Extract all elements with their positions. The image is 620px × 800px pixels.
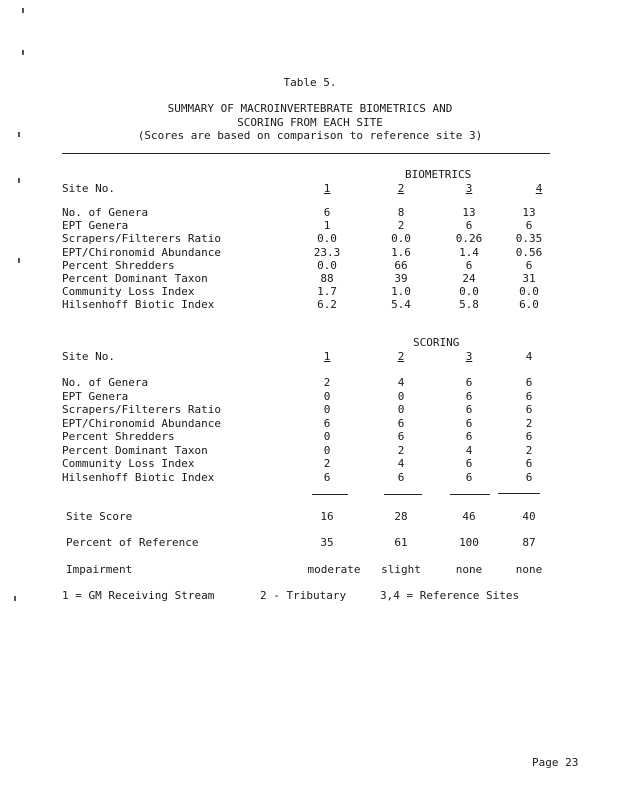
scan-speck	[22, 8, 24, 13]
impairment-value: none	[455, 563, 483, 576]
impairment-label: Impairment	[66, 563, 133, 576]
table-cell: 2	[397, 219, 405, 233]
site-score-value: 40	[522, 510, 536, 523]
row-label: Percent Dominant Taxon	[62, 272, 208, 285]
table-cell: 1.0	[391, 285, 411, 299]
row-label: No. of Genera	[62, 376, 149, 389]
table-cell: 0.0	[317, 258, 337, 272]
table-cell: 8	[397, 206, 405, 219]
table-cell: 6	[525, 376, 533, 389]
site-column-3: 3	[465, 350, 473, 363]
percent-reference-value: 61	[394, 536, 408, 549]
table-cell: 6	[525, 258, 533, 272]
table-cell: 24	[462, 272, 476, 285]
table-cell: 0	[323, 430, 331, 443]
table-cell: 5.8	[459, 298, 479, 312]
table-cell: 4	[465, 443, 473, 457]
table-cell: 5.4	[391, 298, 411, 312]
table-cell: 0.0	[459, 285, 479, 299]
table-cell: 1.7	[317, 285, 337, 299]
site-no-label: Site No.	[62, 350, 115, 363]
site-column-4: 4	[525, 350, 533, 363]
table-cell: 0	[397, 389, 405, 403]
table-cell: 6	[525, 470, 533, 484]
table-cell: 6	[525, 430, 533, 443]
table-cell: 6.0	[519, 298, 539, 312]
table-subtitle-line2: SCORING FROM EACH SITE	[237, 116, 383, 129]
percent-reference-label: Percent of Reference	[66, 536, 199, 549]
site-column-4: 4	[535, 182, 543, 195]
header-rule	[62, 153, 550, 154]
table-cell: 6	[465, 258, 473, 272]
total-rule-1	[312, 494, 348, 495]
site-column-1: 1	[323, 182, 331, 195]
site-column-3: 3	[465, 182, 473, 195]
impairment-value: none	[515, 563, 543, 576]
percent-reference-value: 100	[459, 536, 479, 549]
table-cell: 6	[525, 403, 533, 416]
table-title: Table 5.	[283, 76, 337, 89]
table-cell: 88	[320, 272, 334, 285]
table-cell: 6	[397, 416, 405, 430]
table-cell: 31	[522, 272, 536, 285]
impairment-value: moderate	[307, 563, 361, 576]
site-score-label: Site Score	[66, 510, 133, 523]
total-rule-4	[498, 493, 540, 494]
site-score-value: 16	[320, 510, 334, 523]
table-cell: 6	[525, 457, 533, 470]
total-rule-3	[450, 494, 490, 495]
table-cell: 0.35	[515, 232, 543, 246]
row-label: Percent Shredders	[62, 430, 175, 443]
table-cell: 0	[323, 389, 331, 403]
table-cell: 6	[397, 470, 405, 484]
scan-speck	[14, 596, 16, 601]
row-label: Hilsenhoff Biotic Index	[62, 298, 215, 312]
table-cell: 0	[323, 443, 331, 457]
percent-reference-value: 35	[320, 536, 334, 549]
table-cell: 0.0	[317, 232, 337, 246]
footnote-site-1: 1 = GM Receiving Stream	[62, 589, 215, 602]
scan-speck	[18, 258, 20, 263]
footnote-sites-3-4: 3,4 = Reference Sites	[380, 589, 520, 602]
total-rule-2	[384, 494, 422, 495]
table-cell: 6	[465, 389, 473, 403]
row-label: EPT/Chironomid Abundance	[62, 245, 221, 259]
table-cell: 6	[525, 219, 533, 233]
table-cell: 0.0	[519, 285, 539, 299]
percent-reference-value: 87	[522, 536, 536, 549]
table-cell: 0.26	[455, 232, 483, 246]
table-cell: 13	[462, 206, 476, 219]
row-label: No. of Genera	[62, 206, 149, 219]
table-cell: 2	[397, 443, 405, 457]
site-no-label: Site No.	[62, 182, 115, 195]
table-cell: 1	[323, 219, 331, 233]
table-cell: 0	[323, 403, 331, 416]
table-cell: 6	[465, 430, 473, 443]
row-label: EPT Genera	[62, 219, 129, 233]
table-cell: 6	[323, 470, 331, 484]
site-column-2: 2	[397, 182, 405, 195]
row-label: Percent Dominant Taxon	[62, 443, 208, 457]
table-cell: 13	[522, 206, 536, 219]
page-number: Page 23	[532, 756, 579, 769]
table-cell: 23.3	[313, 245, 341, 259]
site-column-2: 2	[397, 350, 405, 363]
table-cell: 2	[525, 416, 533, 430]
table-cell: 6	[323, 416, 331, 430]
footnote-site-2: 2 - Tributary	[260, 589, 347, 602]
table-cell: 0.56	[515, 245, 543, 259]
row-label: Percent Shredders	[62, 258, 175, 272]
scan-speck	[18, 178, 20, 183]
table-cell: 6	[397, 430, 405, 443]
table-cell: 1.6	[391, 245, 411, 259]
table-cell: 6	[465, 403, 473, 416]
row-label: EPT Genera	[62, 389, 129, 403]
table-subtitle-line3: (Scores are based on comparison to reference site 3)	[137, 129, 483, 142]
table-cell: 6.2	[317, 298, 337, 312]
table-cell: 2	[323, 457, 331, 470]
table-cell: 6	[465, 376, 473, 389]
table-cell: 6	[465, 457, 473, 470]
table-cell: 6	[323, 206, 331, 219]
table-cell: 1.4	[459, 245, 479, 259]
row-label: Hilsenhoff Biotic Index	[62, 470, 215, 484]
table-cell: 4	[397, 457, 405, 470]
site-score-value: 46	[462, 510, 476, 523]
table-cell: 6	[525, 389, 533, 403]
scoring-header: SCORING	[413, 336, 460, 349]
scan-speck	[18, 132, 20, 137]
row-label: Community Loss Index	[62, 285, 195, 299]
row-label: Scrapers/Filterers Ratio	[62, 403, 221, 416]
table-cell: 0.0	[391, 232, 411, 246]
table-cell: 4	[397, 376, 405, 389]
table-cell: 6	[465, 470, 473, 484]
table-subtitle-line1: SUMMARY OF MACROINVERTEBRATE BIOMETRICS AND	[167, 102, 453, 115]
table-cell: 39	[394, 272, 408, 285]
row-label: EPT/Chironomid Abundance	[62, 416, 221, 430]
biometrics-header: BIOMETRICS	[405, 168, 472, 181]
table-cell: 0	[397, 403, 405, 416]
table-cell: 2	[323, 376, 331, 389]
row-label: Scrapers/Filterers Ratio	[62, 232, 221, 246]
impairment-value: slight	[381, 563, 421, 576]
site-score-value: 28	[394, 510, 408, 523]
table-cell: 2	[525, 443, 533, 457]
table-cell: 6	[465, 416, 473, 430]
row-label: Community Loss Index	[62, 457, 195, 470]
scan-speck	[22, 50, 24, 55]
table-cell: 66	[394, 258, 408, 272]
site-column-1: 1	[323, 350, 331, 363]
table-cell: 6	[465, 219, 473, 233]
